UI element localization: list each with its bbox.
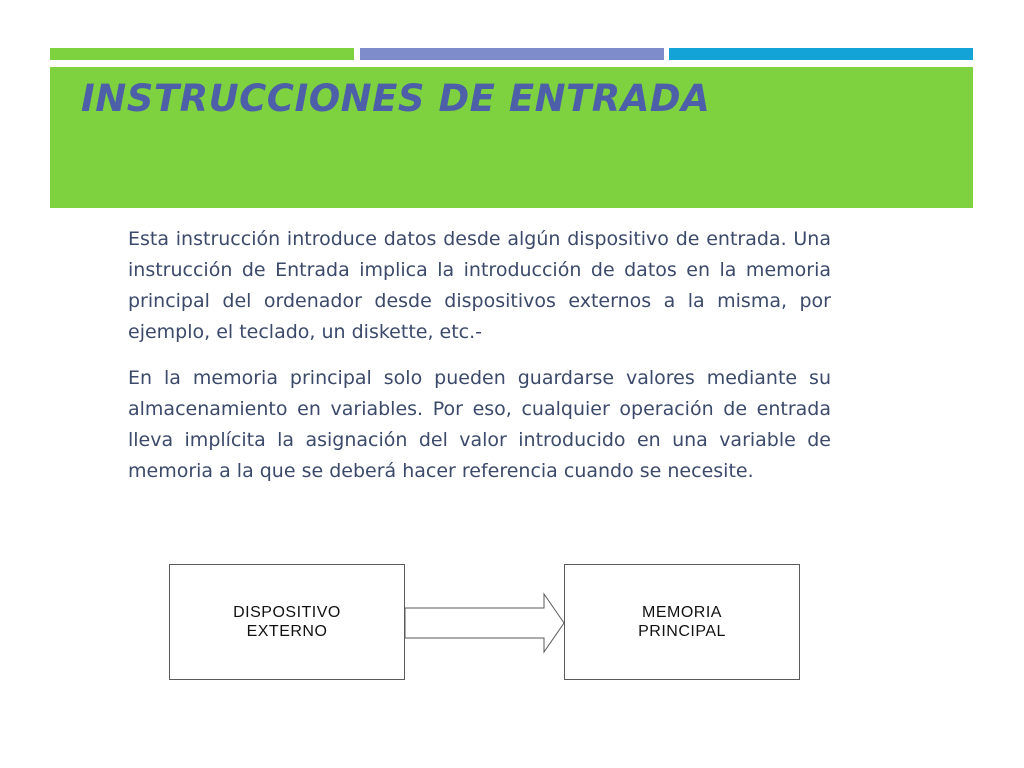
flow-arrow bbox=[405, 592, 567, 654]
flow-arrow-shape bbox=[405, 594, 564, 652]
title-band bbox=[50, 67, 973, 208]
accent-stripe-cyan bbox=[669, 48, 973, 60]
paragraph-1: Esta instrucción introduce datos desde algún dispositivo de entrada. Una instrucción de Entrada implica la introducción de datos en la memoria principal del ordenador desde dispositivos externos a la misma, por ejemplo, el teclado, un diskette, etc.- bbox=[128, 228, 831, 343]
target-box bbox=[564, 564, 800, 680]
slide-title: INSTRUCCIONES DE ENTRADA bbox=[81, 77, 711, 120]
accent-stripe-blue bbox=[360, 48, 664, 60]
accent-stripe-green bbox=[50, 48, 354, 60]
source-box bbox=[169, 564, 405, 680]
target-label: MEMORIA PRINCIPAL bbox=[638, 604, 726, 640]
body-text bbox=[128, 224, 831, 502]
source-label: DISPOSITIVO EXTERNO bbox=[233, 604, 341, 640]
paragraph-2: En la memoria principal solo pueden guardarse valores mediante su almacenamiento en variables. Por eso, cualquier operación de entrada lleva implícita la asignación del valor introducido en una variable de memoria a la que se deberá hacer referencia cuando se necesite. bbox=[128, 367, 831, 482]
